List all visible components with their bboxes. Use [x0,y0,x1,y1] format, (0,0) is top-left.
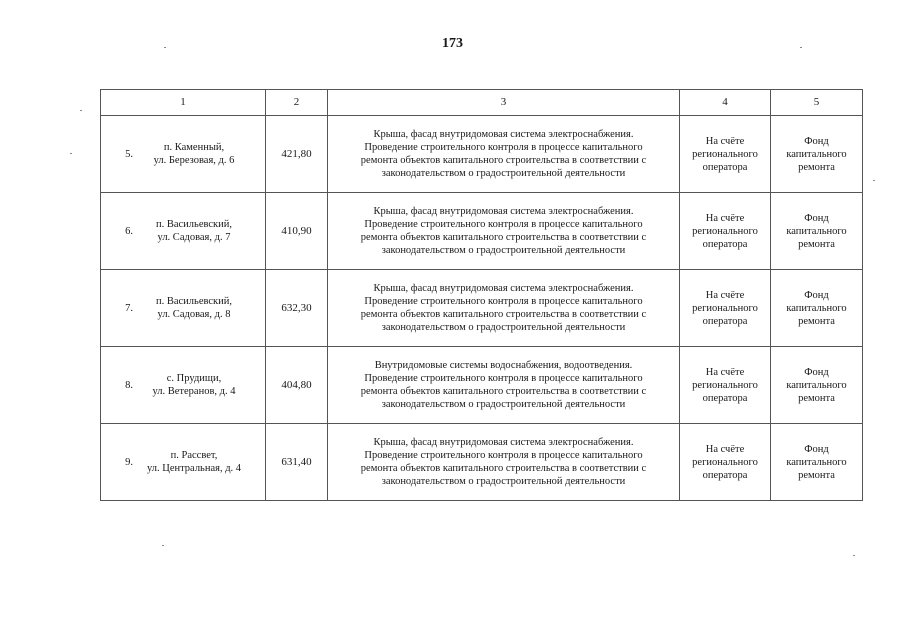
account-line: регионального [692,225,758,237]
account-line: регионального [692,456,758,468]
work-description-cell [328,424,680,501]
work-line: законодательством о градостроительной деятельности [381,399,626,410]
column-header-2: 2 [266,90,328,116]
table-row [101,347,863,424]
work-description-cell [328,193,680,270]
account-line: На счёте [705,366,745,378]
area-cell: 631,40 [266,424,328,501]
account-line: На счёте [705,289,745,301]
fund-line: Фонд [804,443,829,455]
row-number: 7. [125,302,133,314]
work-line: Проведение строительного контроля в процессе капитального [364,142,643,153]
fund-line: Фонд [804,212,829,224]
address-line: ул. Центральная, д. 4 [146,463,242,474]
work-description-cell [328,347,680,424]
account-cell [680,193,771,270]
fund-cell [771,116,863,193]
scan-speck [80,110,82,111]
fund-line: Фонд [804,289,829,301]
table-row [101,116,863,193]
work-line: Проведение строительного контроля в процессе капитального [364,373,643,384]
work-line: законодательством о градостроительной деятельности [381,245,626,256]
fund-cell [771,347,863,424]
work-line: ремонта объектов капитального строительства в соответствии с [360,232,647,243]
work-line: ремонта объектов капитального строительства в соответствии с [360,155,647,166]
fund-line: капитального [786,302,847,314]
column-header-3: 3 [328,90,680,116]
address-cell [101,116,266,193]
fund-line: Фонд [804,366,829,378]
address-line: ул. Ветеранов, д. 4 [152,386,236,397]
account-line: регионального [692,379,758,391]
area-cell: 632,30 [266,270,328,347]
work-line: законодательством о градостроительной деятельности [381,168,626,179]
scan-speck [800,47,802,48]
table-row [101,270,863,347]
account-line: На счёте [705,443,745,455]
account-cell [680,424,771,501]
fund-line: ремонта [798,161,835,173]
account-line: оператора [702,469,748,481]
account-line: оператора [702,238,748,250]
fund-cell [771,424,863,501]
table-row [101,424,863,501]
fund-line: ремонта [798,469,835,481]
address-cell [101,424,266,501]
row-number: 6. [125,225,133,237]
account-cell [680,270,771,347]
work-line: Крыша, фасад внутридомовая система электроснабжения. [373,206,634,217]
column-header-4: 4 [680,90,771,116]
work-line: ремонта объектов капитального строительства в соответствии с [360,309,647,320]
address-line: п. Рассвет, [170,450,218,461]
column-header-1: 1 [101,90,266,116]
row-number: 5. [125,148,133,160]
address-cell [101,347,266,424]
account-line: регионального [692,148,758,160]
fund-line: капитального [786,225,847,237]
work-description-cell [328,116,680,193]
fund-line: капитального [786,379,847,391]
work-line: Проведение строительного контроля в процессе капитального [364,296,643,307]
fund-line: ремонта [798,315,835,327]
account-line: оператора [702,161,748,173]
address-line: с. Прудищи, [166,373,222,384]
row-number: 8. [125,379,133,391]
address-line: п. Васильевский, [155,296,233,307]
fund-line: ремонта [798,392,835,404]
area-cell: 410,90 [266,193,328,270]
work-line: ремонта объектов капитального строительства в соответствии с [360,463,647,474]
work-line: Крыша, фасад внутридомовая система электроснабжения. [373,283,634,294]
scan-speck [162,545,164,546]
column-header-5: 5 [771,90,863,116]
table-header-row [101,90,863,116]
account-cell [680,347,771,424]
fund-cell [771,270,863,347]
page-number: 173 [442,36,463,51]
work-line: Крыша, фасад внутридомовая система электроснабжения. [373,437,634,448]
address-line: п. Васильевский, [155,219,233,230]
address-line: ул. Березовая, д. 6 [153,155,235,166]
row-number: 9. [125,456,133,468]
fund-line: Фонд [804,135,829,147]
fund-line: ремонта [798,238,835,250]
address-line: п. Каменный, [163,142,225,153]
scan-speck [873,180,875,181]
scan-speck [853,555,855,556]
work-line: законодательством о градостроительной деятельности [381,476,626,487]
scan-speck [164,47,166,48]
area-cell: 421,80 [266,116,328,193]
address-cell [101,270,266,347]
repair-table [100,89,863,501]
account-line: регионального [692,302,758,314]
account-line: На счёте [705,212,745,224]
work-description-cell [328,270,680,347]
area-cell: 404,80 [266,347,328,424]
table-row [101,193,863,270]
work-line: законодательством о градостроительной деятельности [381,322,626,333]
fund-line: капитального [786,456,847,468]
work-line: Проведение строительного контроля в процессе капитального [364,450,643,461]
work-line: Внутридомовые системы водоснабжения, водоотведения. [374,360,633,371]
work-line: ремонта объектов капитального строительства в соответствии с [360,386,647,397]
address-cell [101,193,266,270]
scan-speck [70,153,72,154]
account-line: оператора [702,392,748,404]
fund-line: капитального [786,148,847,160]
work-line: Крыша, фасад внутридомовая система электроснабжения. [373,129,634,140]
address-line: ул. Садовая, д. 7 [157,232,231,243]
address-line: ул. Садовая, д. 8 [157,309,231,320]
fund-cell [771,193,863,270]
work-line: Проведение строительного контроля в процессе капитального [364,219,643,230]
account-line: оператора [702,315,748,327]
account-line: На счёте [705,135,745,147]
account-cell [680,116,771,193]
